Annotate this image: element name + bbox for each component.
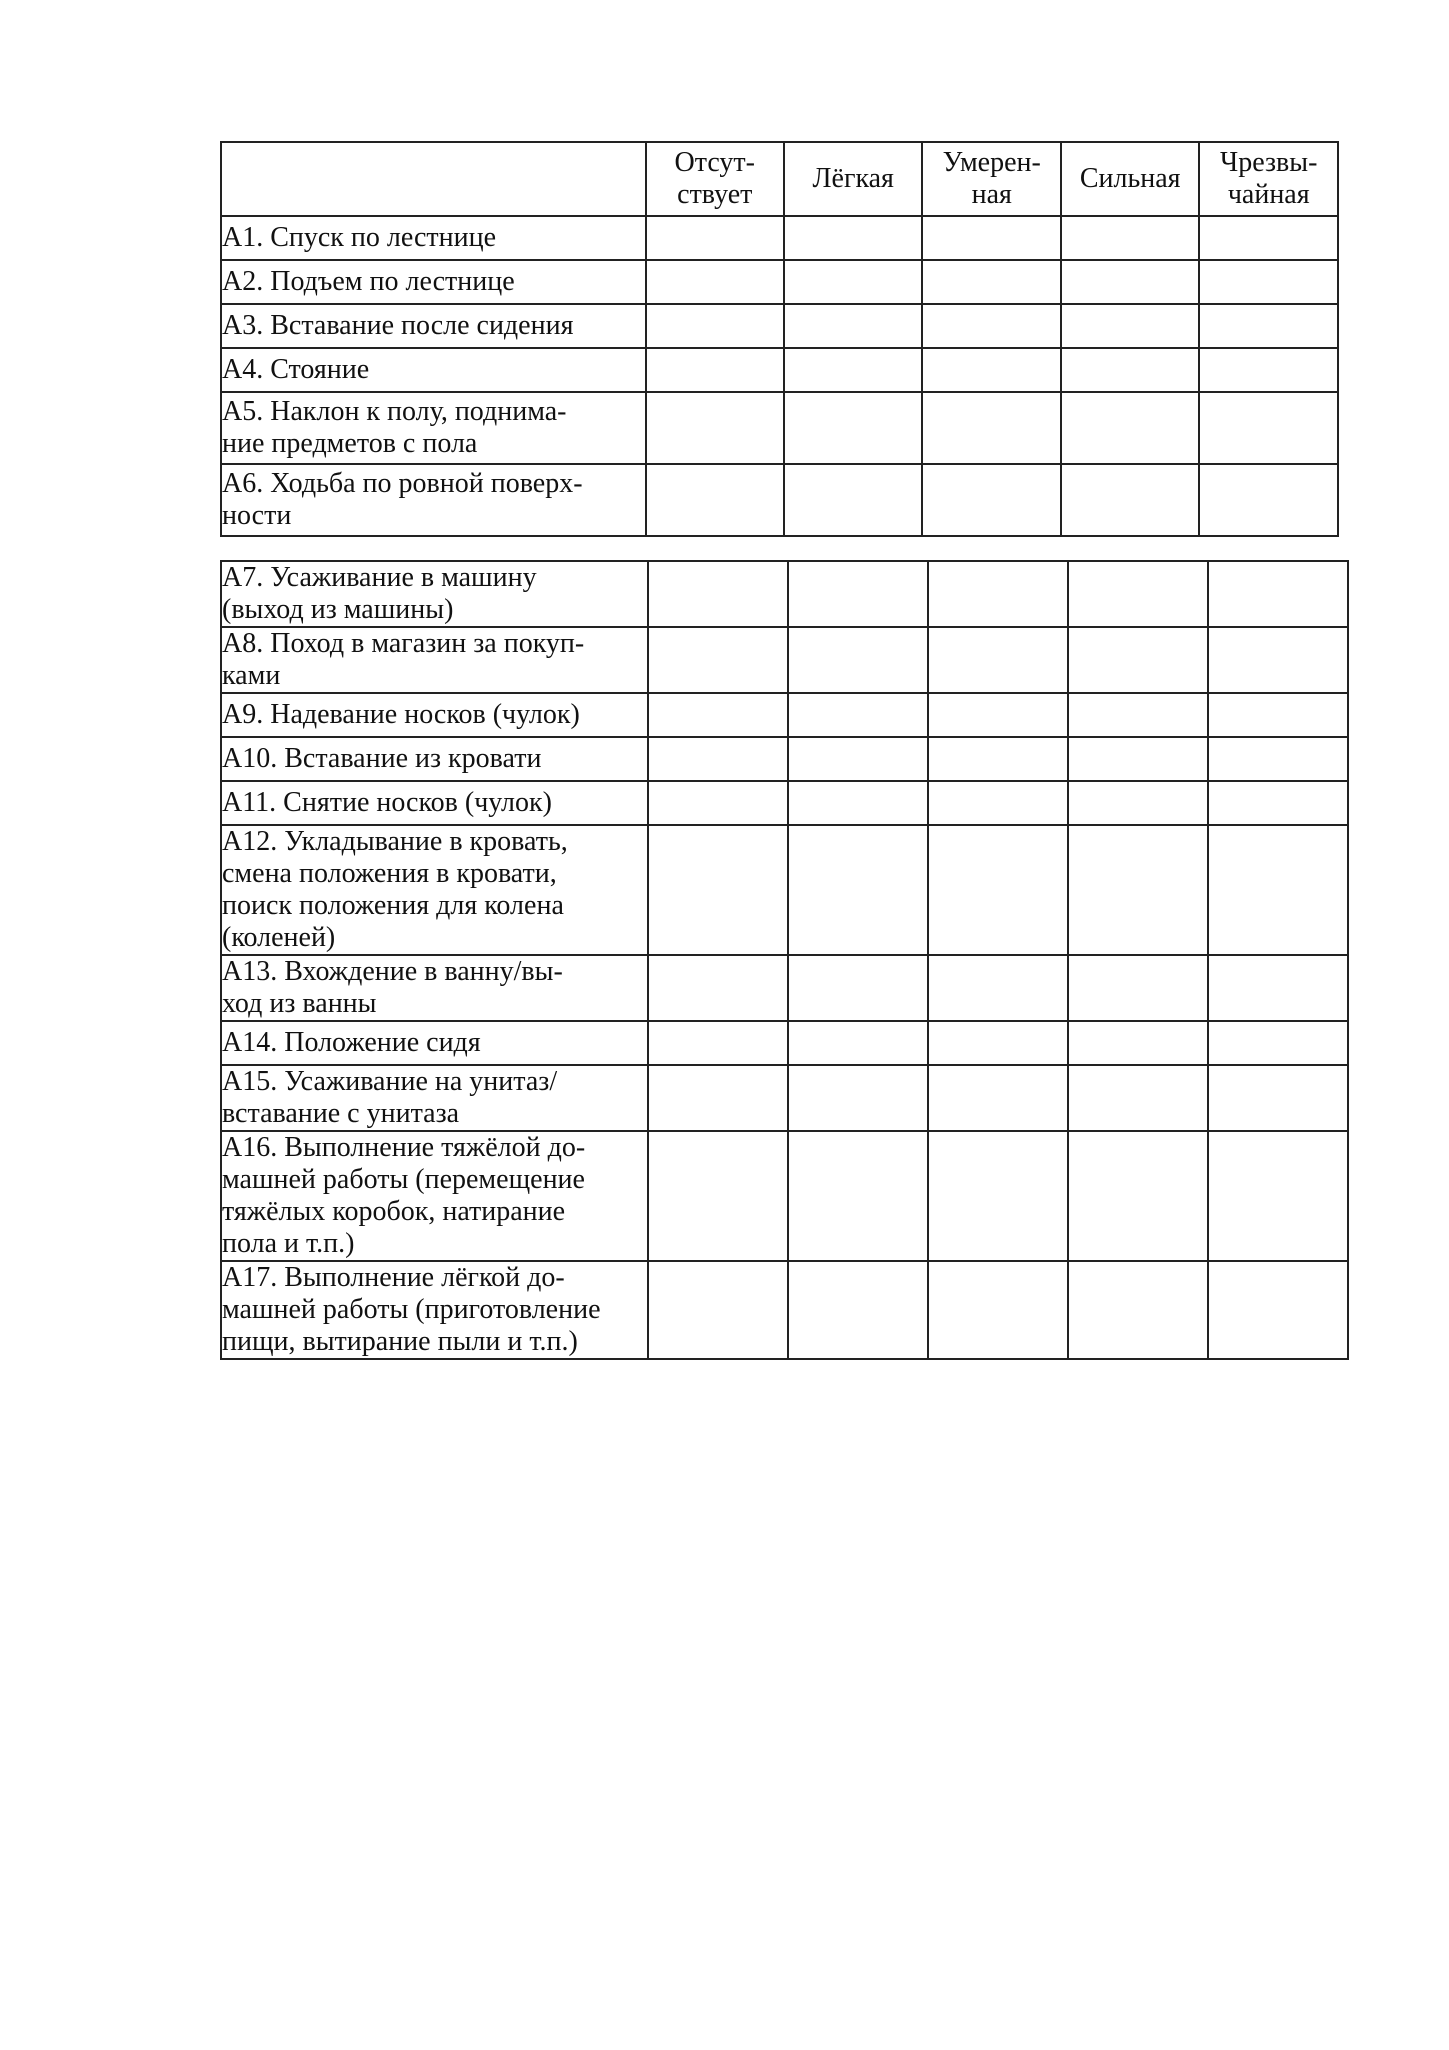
rating-cell[interactable] xyxy=(646,216,784,260)
table-row xyxy=(221,392,1338,464)
rating-cell[interactable] xyxy=(648,1065,788,1131)
rating-cell[interactable] xyxy=(1068,561,1208,627)
rating-cell[interactable] xyxy=(928,693,1068,737)
rating-cell[interactable] xyxy=(1208,737,1348,781)
rating-cell[interactable] xyxy=(1208,825,1348,955)
header-col-extreme: Чрезвы- чайная xyxy=(1199,142,1338,216)
rating-cell[interactable] xyxy=(1068,737,1208,781)
rating-cell[interactable] xyxy=(648,737,788,781)
rating-cell[interactable] xyxy=(1068,955,1208,1021)
rating-cell[interactable] xyxy=(1068,1021,1208,1065)
rating-cell[interactable] xyxy=(1208,1131,1348,1261)
rating-cell[interactable] xyxy=(928,781,1068,825)
rating-cell[interactable] xyxy=(788,693,928,737)
rating-cell[interactable] xyxy=(648,693,788,737)
rating-cell[interactable] xyxy=(1208,1021,1348,1065)
rating-cell[interactable] xyxy=(1061,260,1199,304)
rating-cell[interactable] xyxy=(648,561,788,627)
rating-cell[interactable] xyxy=(784,392,922,464)
rating-cell[interactable] xyxy=(788,1021,928,1065)
rating-cell[interactable] xyxy=(788,1131,928,1261)
rating-cell[interactable] xyxy=(648,1021,788,1065)
rating-cell[interactable] xyxy=(788,1261,928,1359)
rating-cell[interactable] xyxy=(928,737,1068,781)
rating-cell[interactable] xyxy=(922,260,1060,304)
table-row xyxy=(221,627,1348,693)
rating-cell[interactable] xyxy=(788,737,928,781)
rating-cell[interactable] xyxy=(922,216,1060,260)
table-row xyxy=(221,216,1338,260)
rating-cell[interactable] xyxy=(928,1021,1068,1065)
rating-cell[interactable] xyxy=(1199,348,1338,392)
row-label: А10. Вставание из кровати xyxy=(221,737,648,781)
rating-cell[interactable] xyxy=(648,825,788,955)
rating-cell[interactable] xyxy=(784,304,922,348)
rating-cell[interactable] xyxy=(928,955,1068,1021)
rating-cell[interactable] xyxy=(788,1065,928,1131)
rating-cell[interactable] xyxy=(1208,1065,1348,1131)
rating-cell[interactable] xyxy=(648,1131,788,1261)
rating-cell[interactable] xyxy=(648,781,788,825)
rating-cell[interactable] xyxy=(1208,627,1348,693)
row-label: А8. Поход в магазин за покуп- ками xyxy=(221,627,648,693)
table-row xyxy=(221,955,1348,1021)
rating-cell[interactable] xyxy=(1199,304,1338,348)
rating-cell[interactable] xyxy=(928,1261,1068,1359)
header-col-mild: Лёгкая xyxy=(784,142,922,216)
rating-cell[interactable] xyxy=(1061,348,1199,392)
row-label: А14. Положение сидя xyxy=(221,1021,648,1065)
table-row xyxy=(221,561,1348,627)
row-label: А12. Укладывание в кровать, смена положения в кровати, поиск положения для колена (коленей) xyxy=(221,825,648,955)
row-label: А3. Вставание после сидения xyxy=(221,304,646,348)
header-col-severe: Сильная xyxy=(1061,142,1199,216)
rating-cell[interactable] xyxy=(1061,464,1199,536)
rating-cell[interactable] xyxy=(922,392,1060,464)
table-row xyxy=(221,693,1348,737)
row-label: А5. Наклон к полу, поднима- ние предметов с пола xyxy=(221,392,646,464)
rating-cell[interactable] xyxy=(646,464,784,536)
rating-cell[interactable] xyxy=(1199,216,1338,260)
table-row xyxy=(221,304,1338,348)
rating-cell[interactable] xyxy=(1208,1261,1348,1359)
rating-cell[interactable] xyxy=(1061,216,1199,260)
symptom-table-part-1 xyxy=(220,141,1339,537)
rating-cell[interactable] xyxy=(1208,955,1348,1021)
row-label: А2. Подъем по лестнице xyxy=(221,260,646,304)
row-label: А1. Спуск по лестнице xyxy=(221,216,646,260)
row-label: А15. Усаживание на унитаз/ вставание с унитаза xyxy=(221,1065,648,1131)
table2-body xyxy=(221,561,1348,1359)
rating-cell[interactable] xyxy=(788,627,928,693)
rating-cell[interactable] xyxy=(788,825,928,955)
rating-cell[interactable] xyxy=(922,464,1060,536)
rating-cell[interactable] xyxy=(1068,693,1208,737)
symptom-table-part-2 xyxy=(220,560,1349,1360)
rating-cell[interactable] xyxy=(646,348,784,392)
rating-cell[interactable] xyxy=(1208,561,1348,627)
row-label: А9. Надевание носков (чулок) xyxy=(221,693,648,737)
row-label: А11. Снятие носков (чулок) xyxy=(221,781,648,825)
header-blank-cell xyxy=(221,142,646,216)
rating-cell[interactable] xyxy=(1208,693,1348,737)
rating-cell[interactable] xyxy=(646,392,784,464)
rating-cell[interactable] xyxy=(788,955,928,1021)
rating-cell[interactable] xyxy=(1061,392,1199,464)
rating-cell[interactable] xyxy=(1068,1261,1208,1359)
rating-cell[interactable] xyxy=(788,781,928,825)
row-label: А16. Выполнение тяжёлой до- машней работы (перемещение тяжёлых коробок, натирание пола и т.п.) xyxy=(221,1131,648,1261)
row-label: А7. Усаживание в машину (выход из машины) xyxy=(221,561,648,627)
rating-cell[interactable] xyxy=(1068,627,1208,693)
rating-cell[interactable] xyxy=(1068,1065,1208,1131)
rating-cell[interactable] xyxy=(1068,781,1208,825)
rating-cell[interactable] xyxy=(922,348,1060,392)
rating-cell[interactable] xyxy=(784,216,922,260)
header-col-absent: Отсут- ствует xyxy=(646,142,784,216)
rating-cell[interactable] xyxy=(922,304,1060,348)
rating-cell[interactable] xyxy=(1208,781,1348,825)
table-row xyxy=(221,781,1348,825)
row-label: А13. Вхождение в ванну/вы- ход из ванны xyxy=(221,955,648,1021)
header-col-moderate: Умерен- ная xyxy=(922,142,1060,216)
row-label: А4. Стояние xyxy=(221,348,646,392)
rating-cell[interactable] xyxy=(928,627,1068,693)
table-row xyxy=(221,260,1338,304)
rating-cell[interactable] xyxy=(1199,392,1338,464)
rating-cell[interactable] xyxy=(1068,1131,1208,1261)
table1-body xyxy=(221,216,1338,536)
rating-cell[interactable] xyxy=(1199,464,1338,536)
table-row xyxy=(221,464,1338,536)
rating-cell[interactable] xyxy=(784,464,922,536)
rating-cell[interactable] xyxy=(1068,825,1208,955)
rating-cell[interactable] xyxy=(648,955,788,1021)
rating-cell[interactable] xyxy=(648,1261,788,1359)
rating-cell[interactable] xyxy=(788,561,928,627)
row-label: А17. Выполнение лёгкой до- машней работы (приготовление пищи, вытирание пыли и т.п.) xyxy=(221,1261,648,1359)
table-row xyxy=(221,825,1348,955)
table-row xyxy=(221,348,1338,392)
table-row xyxy=(221,1261,1348,1359)
header-row xyxy=(221,142,1338,216)
row-label: А6. Ходьба по ровной поверх- ности xyxy=(221,464,646,536)
rating-cell[interactable] xyxy=(784,260,922,304)
rating-cell[interactable] xyxy=(928,1065,1068,1131)
table-row xyxy=(221,1065,1348,1131)
table-row xyxy=(221,1021,1348,1065)
table-row xyxy=(221,737,1348,781)
rating-cell[interactable] xyxy=(928,825,1068,955)
rating-cell[interactable] xyxy=(928,1131,1068,1261)
rating-cell[interactable] xyxy=(1199,260,1338,304)
table-row xyxy=(221,1131,1348,1261)
rating-cell[interactable] xyxy=(648,627,788,693)
rating-cell[interactable] xyxy=(1061,304,1199,348)
rating-cell[interactable] xyxy=(784,348,922,392)
rating-cell[interactable] xyxy=(646,260,784,304)
rating-cell[interactable] xyxy=(928,561,1068,627)
rating-cell[interactable] xyxy=(646,304,784,348)
